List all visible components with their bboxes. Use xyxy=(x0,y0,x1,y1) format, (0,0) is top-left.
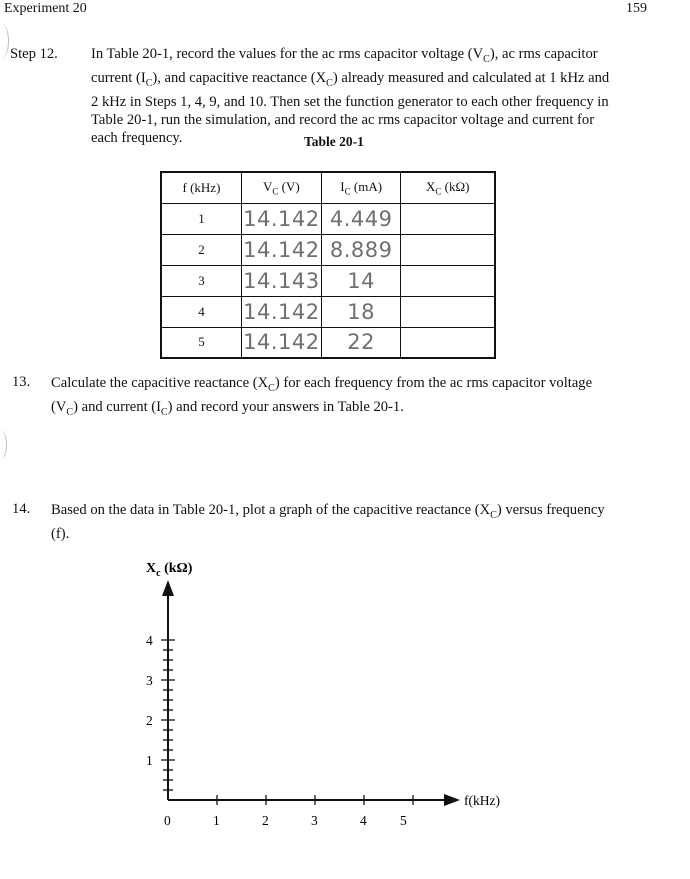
y-axis-label: $X_c$ (kΩ) xyxy=(146,561,193,579)
cell-ic[interactable]: 8.889 xyxy=(321,234,401,265)
col-header-ic: $I_C$ (mA) xyxy=(321,172,401,203)
cell-vc[interactable]: 14.142 xyxy=(241,203,321,234)
cell-vc[interactable]: 14.142 xyxy=(241,234,321,265)
step-13-number: 13. xyxy=(12,374,31,390)
step-12-label: Step 12. xyxy=(10,46,58,62)
step-14-line-1: Based on the data in Table 20-1, plot a graph of the capacitive reactance $(X_C)$ versus frequency xyxy=(51,502,605,521)
x-tick-label: 1 xyxy=(213,813,220,828)
page-header-title: Experiment 20 xyxy=(4,1,87,16)
page-number: 159 xyxy=(626,1,647,16)
col-header-xc: $X_C$ (kΩ) xyxy=(401,172,495,203)
x-tick-label: 3 xyxy=(311,813,318,828)
cell-f: 1 xyxy=(161,203,241,234)
x-axis-arrow-icon xyxy=(444,794,460,806)
step-14-line-2: (f). xyxy=(51,525,70,542)
step-13-line-1: Calculate the capacitive reactance $(X_C)$ for each frequency from the ac rms capacitor voltage xyxy=(51,375,593,394)
x-tick-label: 2 xyxy=(262,813,269,828)
origin-label: 0 xyxy=(164,813,171,828)
y-axis-arrow-icon xyxy=(162,580,174,596)
cell-ic[interactable]: 14 xyxy=(321,265,401,296)
x-tick-label: 4 xyxy=(360,813,367,828)
x-tick-label: 5 xyxy=(400,813,407,828)
cell-f: 3 xyxy=(161,265,241,296)
cell-ic[interactable]: 22 xyxy=(321,327,401,358)
col-header-vc: $V_C$ (V) xyxy=(241,172,321,203)
step-12-line-1: In Table 20-1, record the values for the ac rms capacitor voltage $(V_C)$, ac rms capacitor xyxy=(91,46,598,65)
col-header-f: f (kHz) xyxy=(161,172,241,203)
cell-ic[interactable]: 18 xyxy=(321,296,401,327)
y-tick-label: 1 xyxy=(146,753,153,768)
step-13-line-2: $(V_C)$ and current $(I_C)$ and record your answers in Table 20-1. xyxy=(51,398,404,418)
step-12-line-3: 2 kHz in Steps 1, 4, 9, and 10. Then set the function generator to each other frequency in xyxy=(91,93,609,110)
cell-f: 5 xyxy=(161,327,241,358)
table-caption: Table 20-1 xyxy=(304,134,364,149)
step-12-line-5: each frequency. xyxy=(91,129,183,146)
y-tick-label: 2 xyxy=(146,713,153,728)
cell-ic[interactable]: 4.449 xyxy=(321,203,401,234)
y-tick-label: 4 xyxy=(146,633,153,648)
cell-vc[interactable]: 14.142 xyxy=(241,296,321,327)
x-axis-label: f(kHz) xyxy=(464,793,500,808)
step-12-line-4: Table 20-1, run the simulation, and record the ac rms capacitor voltage and current for xyxy=(91,111,595,128)
cell-f: 4 xyxy=(161,296,241,327)
step-14-number: 14. xyxy=(12,501,31,517)
cell-vc[interactable]: 14.142 xyxy=(241,327,321,358)
y-tick-label: 3 xyxy=(146,673,153,688)
cell-vc[interactable]: 14.143 xyxy=(241,265,321,296)
cell-f: 2 xyxy=(161,234,241,265)
step-12-line-2: current $(I_C)$, and capacitive reactance $(X_C)$ already measured and calculated at 1 kHz and xyxy=(91,69,610,89)
